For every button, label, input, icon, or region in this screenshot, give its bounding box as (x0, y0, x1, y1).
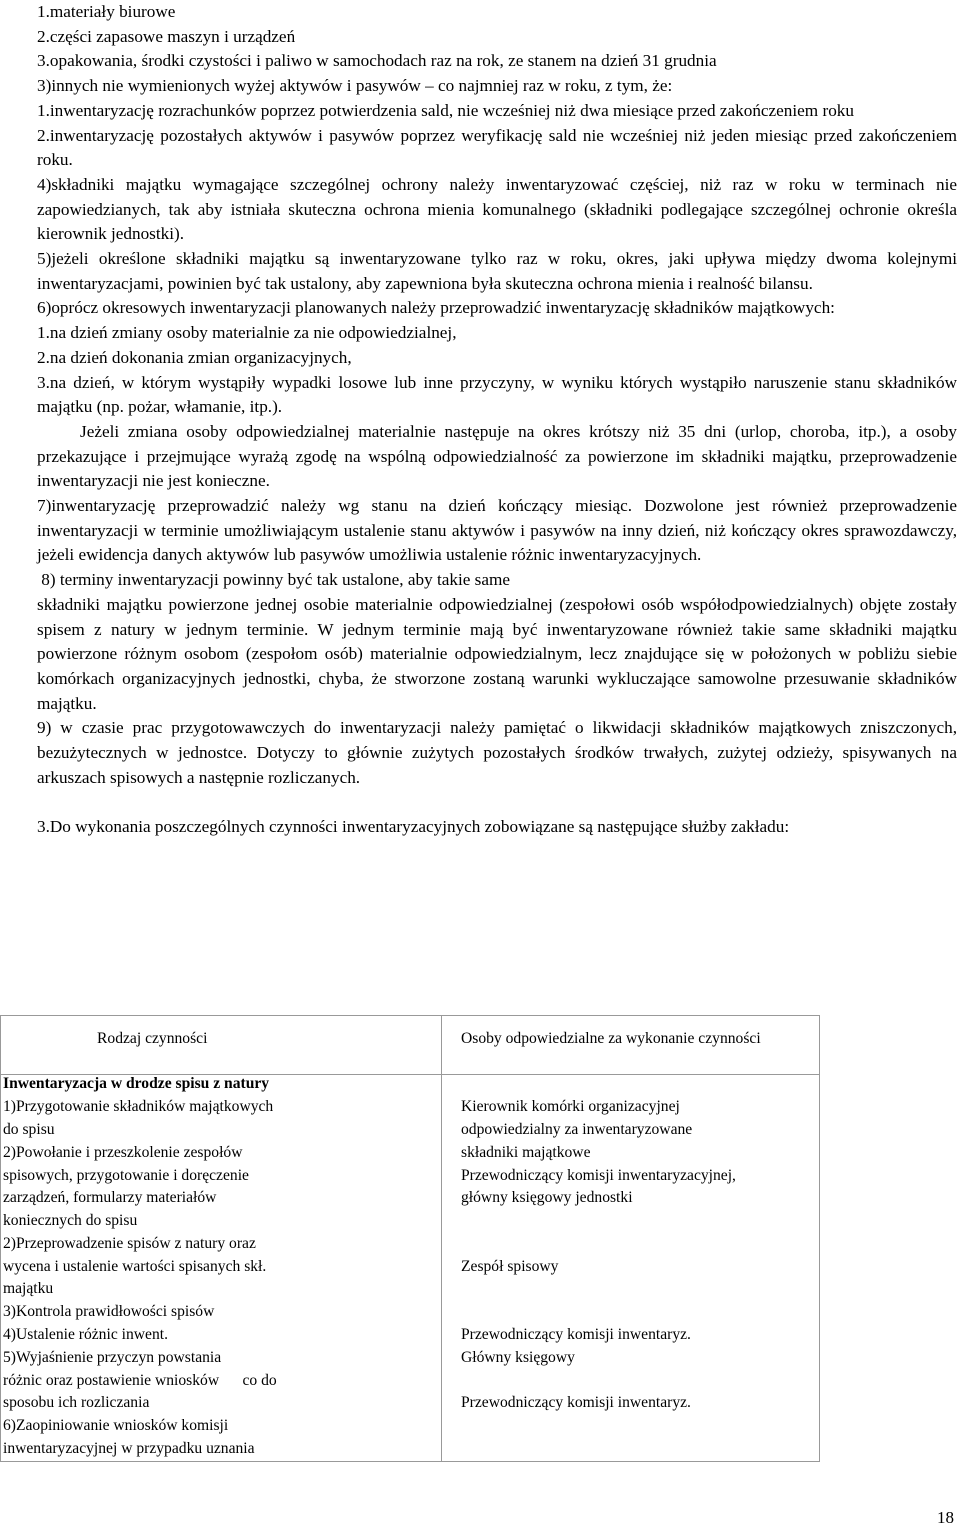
table-cell: 1)Przygotowanie składników majątkowych (3, 1098, 274, 1115)
paragraph: 6)oprócz okresowych inwentaryzacji planowanych należy przeprowadzić inwentaryzację składników majątkowych: (37, 298, 835, 318)
paragraph: 3.na dzień, w którym wystąpiły wypadki losowe lub inne przyczyny, w wyniku których wystąpiło naruszenie stanu składników majątku (np. pożar, włamanie, itp.). (37, 372, 957, 417)
list-item: 3.opakowania, środki czystości i paliwo w samochodach raz na rok, ze stanem na dzień 31 grudnia (37, 51, 717, 71)
table-cell: zarządzeń, formularzy materiałów (3, 1189, 217, 1206)
paragraph: Jeżeli zmiana osoby odpowiedzialnej materialnie następuje na okres krótszy niż 35 dni (urlop, choroba, itp.), a osoby przekazujące i przejmujące wyrażą zgodę na wspólną odpowiedzialność za powierzone im składniki majątku, przeprowadzenie inwentaryzacji nie jest konieczne. (37, 421, 957, 491)
paragraph: 8) terminy inwentaryzacji powinny być tak ustalone, aby takie same (37, 570, 510, 590)
table-cell: 2)Powołanie i przeszkolenie zespołów (3, 1144, 243, 1161)
table-cell: różnic oraz postawienie wniosków co do (3, 1372, 277, 1389)
table-cell: wycena i ustalenie wartości spisanych skł. (3, 1258, 267, 1275)
list-item: 3)innych nie wymienionych wyżej aktywów i pasywów – co najmniej raz w roku, z tym, że: (37, 76, 673, 96)
paragraph: 4)składniki majątku wymagające szczególnej ochrony należy inwentaryzować częściej, niż raz w roku w terminach nie zapowiedzianych, tak aby istniała skuteczna ochrona mienia komunalnego (składniki podlegające szczególnej ochronie określa kierownik jednostki). (37, 174, 957, 244)
table-cell: inwentaryzacyjnej w przypadku uznania (3, 1440, 255, 1457)
document-body (37, 0, 957, 839)
table-cell: 3)Kontrola prawidłowości spisów (3, 1303, 215, 1320)
table-cell: Przewodniczący komisji inwentaryzacyjnej, (461, 1167, 736, 1184)
table-cell: 6)Zaopiniowanie wniosków komisji (3, 1417, 229, 1434)
paragraph: składniki majątku powierzone jednej osobie materialnie odpowiedzialnej (zespołowi osób współodpowiedzialnych) objęte zostały spisem z natury w jednym terminie. W jednym terminie mają być inwentaryzowane również takie same składniki majątku powierzone różnym osobom (zespołom osób) materialnie odpowiedzialnym, lecz znajdujące się w położonych w pobliżu siebie komórkach organizacyjnych jednostki, chyba, że stworzone zostaną warunki wykluczające samowolne przesuwanie składników majątku. (37, 594, 957, 713)
table-cell: Kierownik komórki organizacyjnej (461, 1098, 680, 1115)
table-cell: 5)Wyjaśnienie przyczyn powstania (3, 1349, 222, 1366)
table-cell: główny księgowy jednostki (461, 1189, 633, 1206)
table-cell: odpowiedzialny za inwentaryzowane (461, 1121, 693, 1138)
paragraph: 5)jeżeli określone składniki majątku są inwentaryzowane tylko raz w roku, okres, jaki upływa między dwoma kolejnymi inwentaryzacjami, powinien być tak ustalony, aby zapewniona była skuteczna ochrona mienia i realność bilansu. (37, 249, 957, 293)
section-heading: 3.Do wykonania poszczególnych czynności inwentaryzacyjnych zobowiązane są następujące służby zakładu: (37, 816, 790, 836)
table-column-divider (441, 1016, 442, 1461)
paragraph: 2.inwentaryzację pozostałych aktywów i pasywów poprzez weryfikację sald nie wcześniej niż jeden miesiąc przed zakończeniem roku. (37, 125, 957, 170)
paragraph: 1.inwentaryzację rozrachunków poprzez potwierdzenia sald, nie wcześniej niż dwa miesiące przed zakończeniem roku (37, 100, 854, 120)
list-item: 2.na dzień dokonania zmian organizacyjnych, (37, 347, 352, 367)
page-number: 18 (937, 1508, 954, 1527)
table-cell: Przewodniczący komisji inwentaryz. (461, 1326, 691, 1343)
paragraph: 9) w czasie prac przygotowawczych do inwentaryzacji należy pamiętać o likwidacji składników majątkowych zniszczonych, bezużytecznych w jednostce. Dotyczy to głównie zużytych pozostałych środków trwałych, zużytej odzieży, spisywanych na arkuszach spisowych a następnie rozliczanych. (37, 718, 957, 787)
table-cell: Główny księgowy (461, 1349, 575, 1366)
table-cell: spisowych, przygotowanie i doręczenie (3, 1167, 249, 1184)
table-cell: do spisu (3, 1121, 55, 1138)
table-header-responsible: Osoby odpowiedzialne za wykonanie czynności (461, 1030, 761, 1047)
list-item: 2.części zapasowe maszyn i urządzeń (37, 26, 296, 46)
paragraph: 7)inwentaryzację przeprowadzić należy wg stanu na dzień kończący miesiąc. Dozwolone jest również przeprowadzenie inwentaryzacji w terminie umożliwiającym ustalenie stanu aktywów i pasywów na inny dzień, niż kończący okres sprawozdawczy, jeżeli ewidencja danych aktywów lub pasywów umożliwia ustalenie różnic inwentaryzacyjnych. (37, 496, 957, 565)
responsibility-table (0, 1015, 820, 1462)
table-cell: sposobu ich rozliczania (3, 1394, 150, 1411)
table-cell: koniecznych do spisu (3, 1212, 138, 1229)
list-item: 1.materiały biurowe (37, 2, 176, 21)
table-section-title: Inwentaryzacja w drodze spisu z natury (3, 1075, 270, 1092)
table-cell: Przewodniczący komisji inwentaryz. (461, 1394, 691, 1411)
list-item: 1.na dzień zmiany osoby materialnie za nie odpowiedzialnej, (37, 323, 457, 343)
table-cell: Zespół spisowy (461, 1258, 559, 1275)
table-header-activity: Rodzaj czynności (97, 1030, 208, 1047)
table-cell: 2)Przeprowadzenie spisów z natury oraz (3, 1235, 256, 1252)
table-cell: 4)Ustalenie różnic inwent. (3, 1326, 168, 1343)
table-cell: majątku (3, 1280, 54, 1297)
table-cell: składniki majątkowe (461, 1144, 591, 1161)
